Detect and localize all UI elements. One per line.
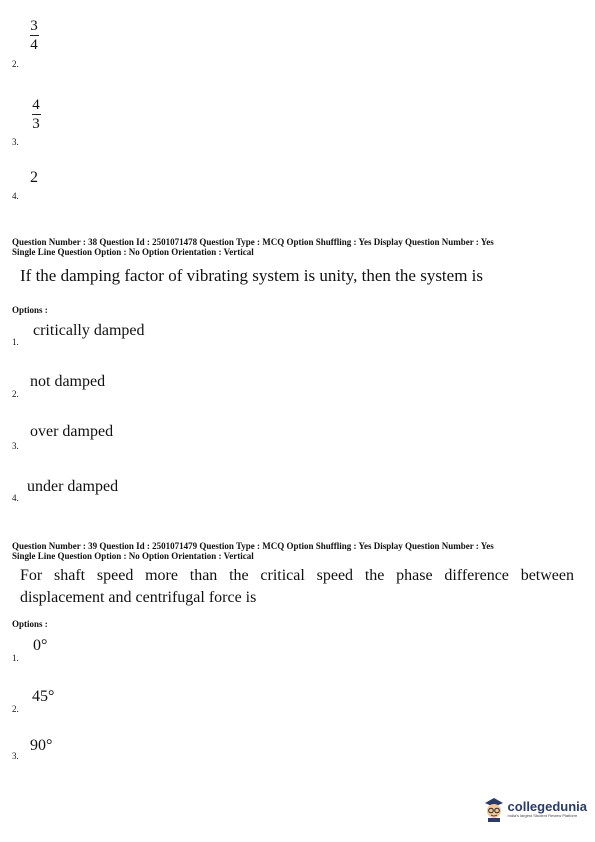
denominator: 3 [32,116,40,132]
student-mascot-icon [483,796,505,822]
option-number: 4. [12,493,19,503]
option-text: 90° [30,737,53,754]
option-value: 2 [30,169,38,186]
option-number: 1. [12,653,19,663]
option-number: 4. [12,191,19,201]
numerator: 3 [30,18,38,34]
option-number: 2. [12,59,19,69]
options-label: Options : [12,619,48,629]
option-number: 2. [12,704,19,714]
question-text-line1: For shaft speed more than the critical speed the phase difference between [20,567,574,584]
collegedunia-logo [483,796,587,822]
option-text: under damped [27,478,119,495]
options-label: Options : [12,305,48,315]
question-meta-line2: Single Line Question Option : No Option Orientation : Vertical [12,551,254,561]
option-text: over damped [30,423,114,440]
option-text: not damped [30,373,106,390]
option-text: 45° [32,688,55,705]
option-number: 3. [12,137,19,147]
question-meta-line2: Single Line Question Option : No Option Orientation : Vertical [12,247,254,257]
option-text: 0° [33,637,48,654]
fraction-four-thirds [30,97,42,132]
option-number: 1. [12,337,19,347]
question-text-line2: displacement and centrifugal force is [20,589,257,606]
question-meta-line1: Question Number : 38 Question Id : 2501071478 Question Type : MCQ Option Shuffling : Yes Display Question Number : Yes [12,237,494,247]
denominator: 4 [30,37,38,53]
option-text: critically damped [33,322,145,339]
numerator: 4 [32,97,40,113]
question-meta-line1: Question Number : 39 Question Id : 2501071479 Question Type : MCQ Option Shuffling : Yes Display Question Number : Yes [12,541,494,551]
fraction-bar [32,114,41,115]
question-text: If the damping factor of vibrating system is unity, then the system is [20,266,484,285]
fraction-three-quarters [28,18,40,53]
option-number: 2. [12,389,19,399]
option-number: 3. [12,441,19,451]
option-number: 3. [12,751,19,761]
logo-name: collegedunia [507,799,587,814]
fraction-bar [30,35,39,36]
logo-tagline: India's largest Student Review Platform [507,813,578,818]
